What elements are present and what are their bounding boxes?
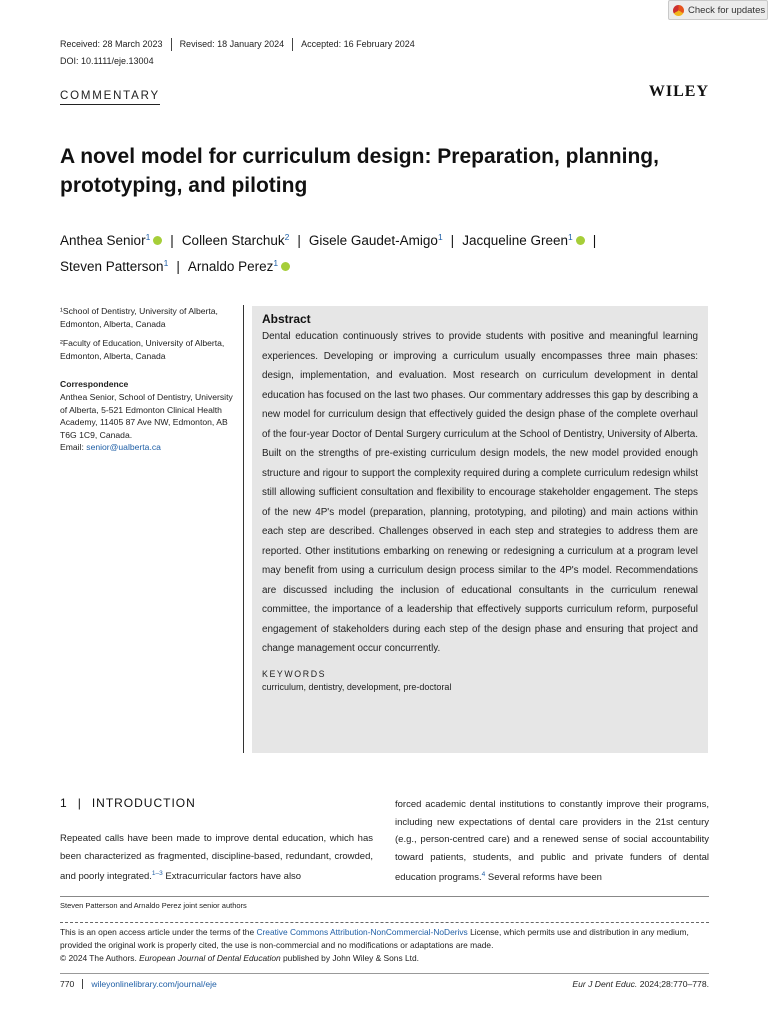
body-column-1: Repeated calls have been made to improve dental education, which has been characterized as fragmented, discipline-based, redundant, crowded, and poorly integrated.$^{1-3}$ Extracurricular factors have also [60,833,373,883]
wiley-logo: WILEY [648,83,709,100]
license-link[interactable]: Creative Commons Attribution-NonCommercial-NoDerivs [256,927,468,937]
section-heading: 1 | INTRODUCTION [60,796,196,810]
author[interactable]: Steven Patterson$^1$ [60,258,169,274]
crossmark-icon [673,5,684,16]
orcid-icon[interactable] [576,236,585,245]
author[interactable]: Anthea Senior$^1$ [60,233,162,248]
footer-left [60,979,217,989]
footnote: Steven Patterson and Arnaldo Perez joint senior authors [60,901,247,910]
orcid-icon[interactable] [281,262,290,271]
author[interactable]: Gisele Gaudet-Amigo$^1$ [308,232,443,248]
citation: Eur J Dent Educ. 2024;28:770–778. [572,979,709,989]
revised-date: Revised: 18 January 2024 [171,38,293,51]
section-label: COMMENTARY [60,90,160,105]
citation-ref[interactable]: 1–3 [151,870,163,877]
abstract-heading: Abstract [262,312,311,326]
abstract-text: Dental education continuously strives to provide students with positive and meaningful learning experiences. Developing or improving a curriculum usually encompasses three main phases: design, implementation, and evaluation. Most research on curriculum development in dental education has focused on the last two phases. Our commentary addresses this gap by describing a new model for curriculum design that effectively guided the design phase of the complete overhaul of the four-year Doctor of Dental Surgery curriculum at the School of Dentistry, University of Alberta. Built on the strengths of pre-existing curriculum design models, the new model provided enough structure and rigour to support the complexity required during a complete curriculum redesign whilst still allowing sufficient consultation and flexibility to encourage stakeholder engagement. The steps of the new 4P's model (preparation, planning, prototyping, and piloting) and main actions within each step are described. Challenges observed in each step and strategies to address them are reported. Other institutions embarking on renewing or redesigning a curriculum at a program level may benefit from using a curriculum design process similar to the 4P's model. Recommendations are discussed including the inclusion of educational consultants in the curriculum renewal committee, the importance of a leadership that effectively supports curriculum reform, purposeful engagement of stakeholders during each step of the design phase and ensuring that project and change management occur concurrently. [262,331,698,654]
affiliations [60,305,235,454]
divider [243,305,244,753]
body-column-2: forced academic dental institutions to constantly improve their programs, including new expectations of dental care providers in the 21st century (e.g., person-centred care) and a renewed sense of social accountability toward patients, students, and public and private funders of dental education programs.$^4$ Several reforms have been [395,799,709,884]
footnote-rule [60,896,709,897]
email-label: Email: [60,442,87,453]
page-number: 770 [60,979,83,989]
doi: DOI: 10.1111/eje.13004 [60,56,154,66]
journal-url[interactable]: wileyonlinelibrary.com/journal/eje [91,979,217,989]
check-for-updates-label: Check for updates [688,4,766,16]
abstract-box [252,306,708,753]
received-date: Received: 28 March 2023 [60,39,163,49]
author[interactable]: Jacqueline Green$^1$ [462,233,585,248]
affiliation-1: ¹School of Dentistry, University of Alberta, Edmonton, Alberta, Canada [60,306,218,329]
dashed-rule [60,922,709,923]
email-link[interactable]: senior@ualberta.ca [86,442,161,453]
keywords-heading: KEYWORDS [262,668,327,679]
author[interactable]: Arnaldo Perez$^1$ [188,259,290,274]
article-dates [60,38,423,51]
accepted-date: Accepted: 16 February 2024 [292,38,423,51]
correspondence-text: Anthea Senior, School of Dentistry, University of Alberta, 5-521 Edmonton Clinical Health Academy, 11405 87 Ave NW, Edmonton, AB T6G 1C9, Canada. [60,391,233,440]
check-for-updates-button[interactable] [668,0,768,20]
affiliation-2: ²Faculty of Education, University of Alberta, Edmonton, Alberta, Canada [60,338,225,361]
article-title: A novel model for curriculum design: Preparation, planning, prototyping, and piloting [60,145,659,197]
citation-ref[interactable]: 4 [481,871,486,878]
author[interactable]: Colleen Starchuk$^2$ [181,232,290,248]
keywords: curriculum, dentistry, development, pre-doctoral [262,681,452,692]
correspondence-label: Correspondence [60,379,129,390]
footer-rule [60,973,709,974]
orcid-icon[interactable] [153,236,162,245]
author-list: Anthea Senior$^1$ | Colleen Starchuk$^2$ | Gisele Gaudet-Amigo$^1$ | Jacqueline Green$^1$ | Steven Patterson$^1$ | Arnaldo Perez$^1$ [60,232,597,274]
license-text: This is an open access article under the terms of the Creative Commons Attribution-NonCommercial-NoDerivs License, which permits use and distribution in any medium, provided the original work is properly cited, the use is non-commercial and no modifications or adaptations are made. © 2024 The Authors. European Journal of Dental Education published by John Wiley & Sons Ltd. [60,927,689,963]
